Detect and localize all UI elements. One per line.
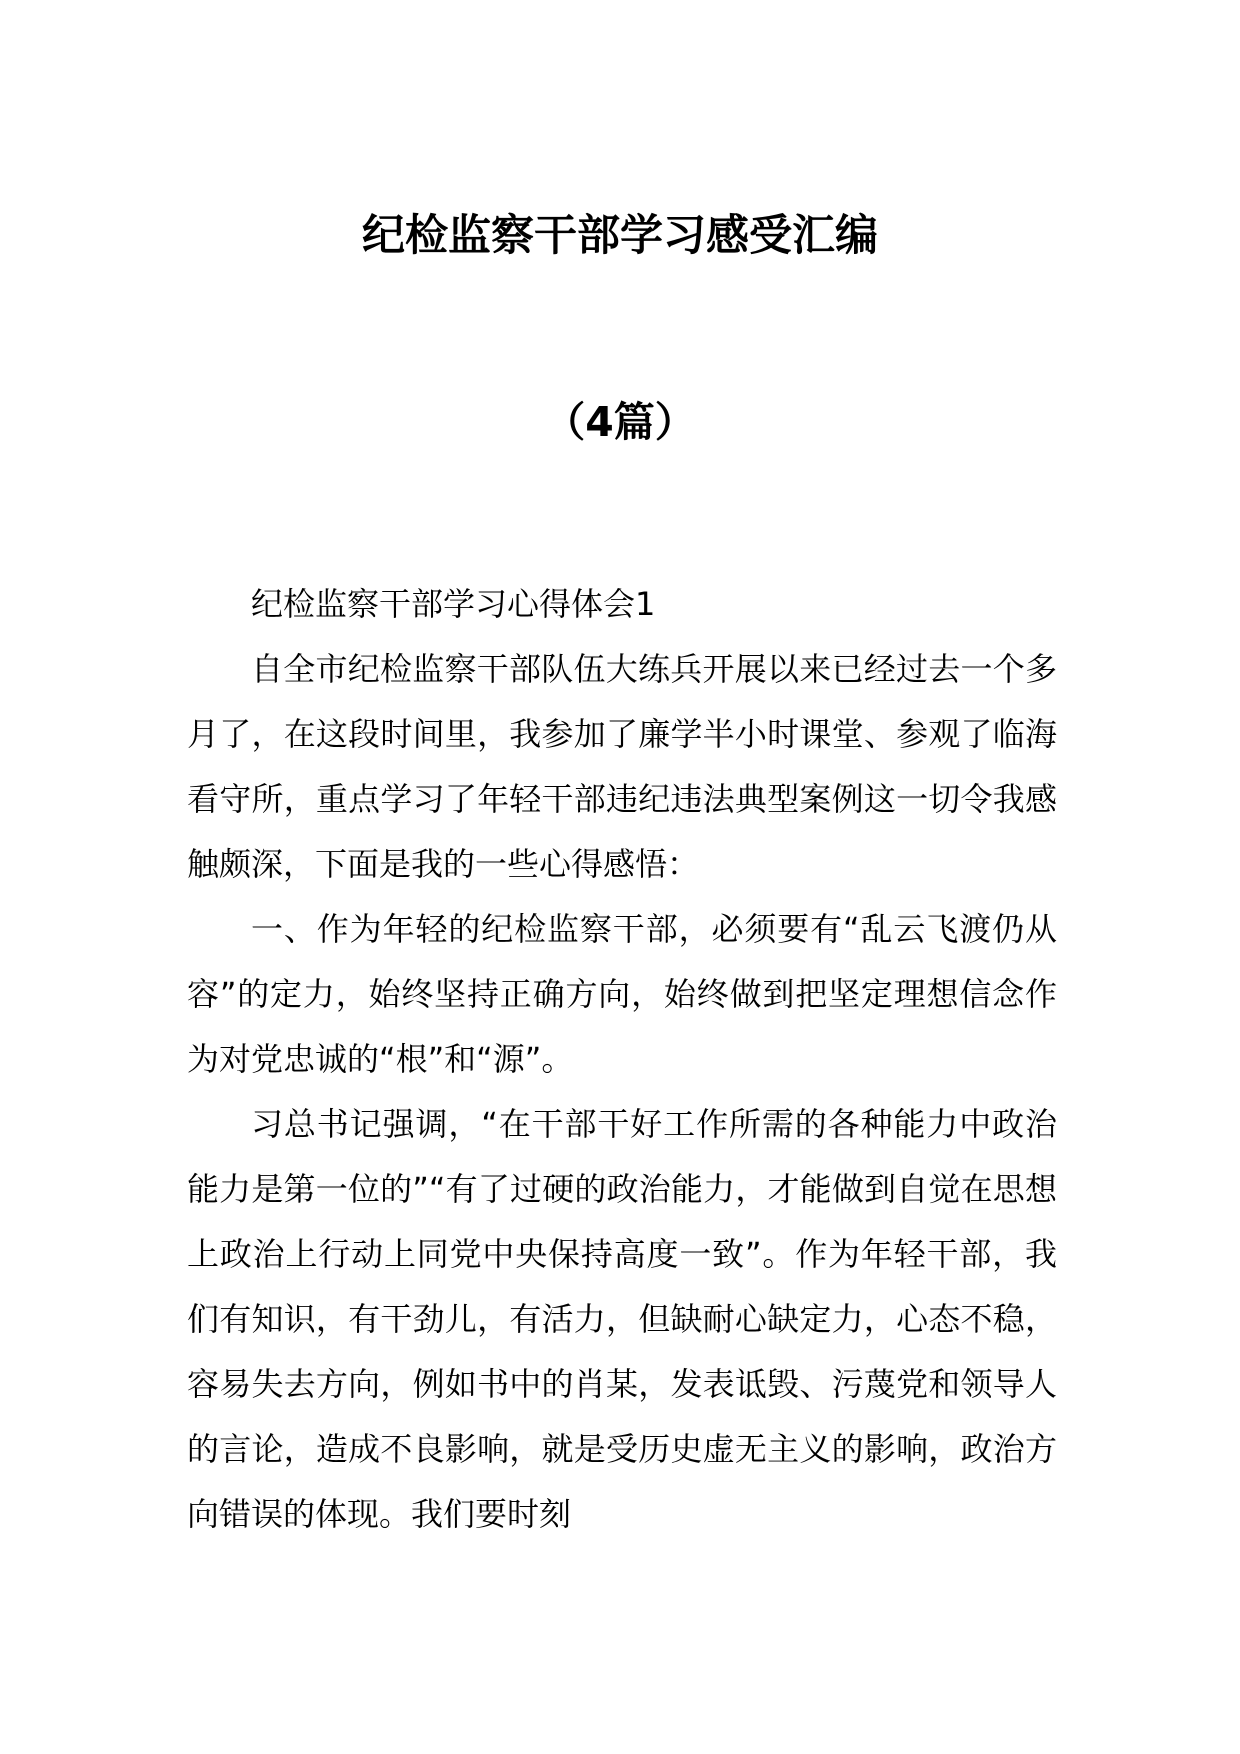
document-title: 纪检监察干部学习感受汇编 bbox=[362, 211, 878, 261]
paragraph: 一、作为年轻的纪检监察干部，必须要有“乱云飞渡仍从容”的定力，始终坚持正确方向，始终做到把坚定理想信念作为对党忠诚的“根”和“源”。 bbox=[187, 910, 1057, 1078]
section-heading: 纪检监察干部学习心得体会1 bbox=[251, 585, 656, 623]
document-subtitle: （4篇） bbox=[544, 398, 696, 446]
document-body bbox=[187, 572, 1057, 1547]
paragraph: 自全市纪检监察干部队伍大练兵开展以来已经过去一个多月了，在这段时间里，我参加了廉学半小时课堂、参观了临海看守所，重点学习了年轻干部违纪违法典型案例这一切令我感触颇深，下面是我的一些心得感悟： bbox=[187, 650, 1057, 883]
paragraph: 习总书记强调，“在干部干好工作所需的各种能力中政治能力是第一位的”“有了过硬的政治能力，才能做到自觉在思想上政治上行动上同党中央保持高度一致”。作为年轻干部，我们有知识，有干劲儿，有活力，但缺耐心缺定力，心态不稳，容易失去方向，例如书中的肖某，发表诋毁、污蔑党和领导人的言论，造成不良影响，就是受历史虚无主义的影响，政治方向错误的体现。我们要时刻 bbox=[187, 1105, 1057, 1533]
